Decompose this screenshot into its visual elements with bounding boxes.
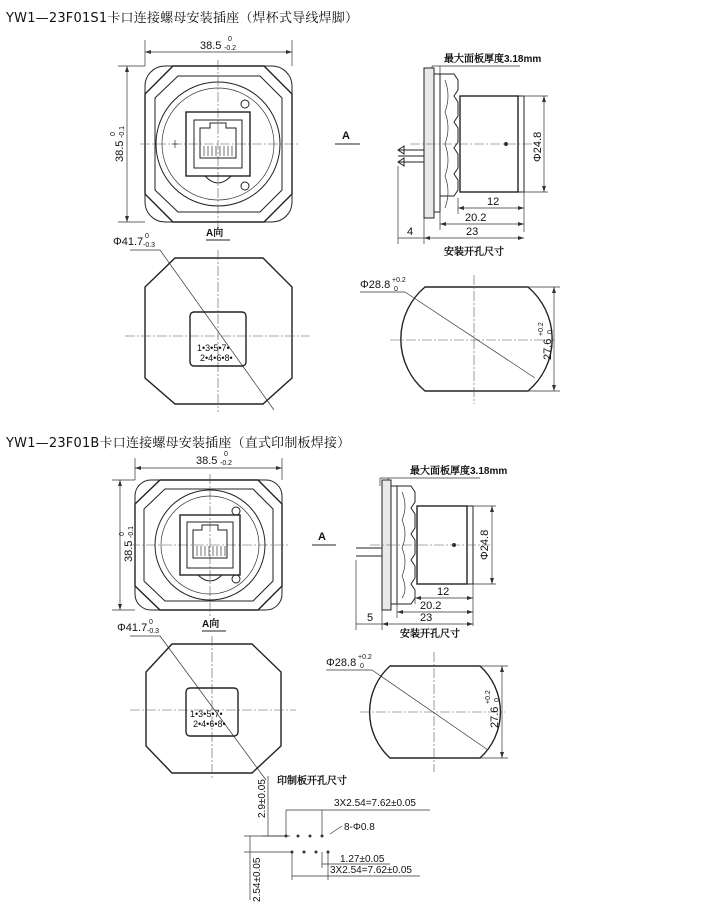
dim-23: 23 bbox=[466, 226, 479, 238]
hole-tol-upper: +0.2 bbox=[358, 654, 372, 661]
height-tol-lower: -0.1 bbox=[119, 125, 126, 138]
pcb-holes bbox=[285, 835, 330, 854]
width-dimension: 38.5 bbox=[196, 455, 218, 467]
dim-offset: 4 bbox=[407, 226, 414, 238]
height-tol-upper: 0 bbox=[110, 132, 117, 136]
panel-cutout-2 bbox=[326, 652, 508, 772]
view-arrow-label: A bbox=[318, 531, 326, 543]
cutout-title: 安装开孔尺寸 bbox=[444, 247, 504, 258]
flat-tol-lower: 0 bbox=[547, 330, 554, 334]
dim-20-2: 20.2 bbox=[465, 212, 487, 224]
front-view-2 bbox=[112, 451, 336, 616]
flange-tol-lower: -0.3 bbox=[147, 628, 160, 635]
flange-tol-lower: -0.3 bbox=[143, 242, 156, 249]
height-dimension: 38.5 bbox=[114, 140, 126, 162]
a-view-2 bbox=[117, 617, 296, 780]
pin-row-odd: 1•3•5•7• bbox=[197, 343, 230, 353]
body-diameter: Φ24.8 bbox=[532, 131, 544, 162]
side-view-2 bbox=[356, 464, 507, 640]
pin-row-odd: 1•3•5•7• bbox=[190, 709, 223, 719]
panel-cutout-1 bbox=[360, 275, 560, 404]
a-view-label: A向 bbox=[202, 619, 220, 630]
dim-stagger: 1.27±0.05 bbox=[340, 854, 385, 865]
contact-pins-2 bbox=[197, 546, 225, 556]
a-view-label: A向 bbox=[206, 228, 224, 239]
side-view-1 bbox=[398, 52, 548, 258]
cutout-title: 安装开孔尺寸 bbox=[400, 629, 460, 640]
body-diameter: Φ24.8 bbox=[479, 529, 491, 560]
flat-tol-lower: 0 bbox=[494, 698, 501, 702]
hole-diameter: Φ28.8 bbox=[326, 657, 357, 669]
hole-tol-lower: 0 bbox=[394, 286, 398, 293]
flange-diameter: Φ41.7 bbox=[117, 622, 148, 634]
panel-thickness-note: 最大面板厚度3.18mm bbox=[410, 466, 508, 477]
dim-12: 12 bbox=[487, 196, 500, 208]
a-view-1 bbox=[113, 226, 310, 412]
width-tol-upper: 0 bbox=[228, 36, 232, 43]
panel-thickness-note: 最大面板厚度3.18mm bbox=[444, 54, 542, 65]
height-tol-upper: 0 bbox=[119, 532, 126, 536]
pcb-hole-pattern bbox=[244, 774, 430, 902]
front-view-1 bbox=[110, 36, 360, 228]
dim-20-2: 20.2 bbox=[420, 600, 442, 612]
flange-diameter: Φ41.7 bbox=[113, 236, 144, 248]
flat-dimension: 27.6 bbox=[542, 338, 554, 360]
flange-tol-upper: 0 bbox=[149, 619, 153, 626]
width-tol-lower: -0.2 bbox=[220, 460, 233, 467]
dim-pitch-bottom: 3X2.54=7.62±0.05 bbox=[330, 865, 412, 876]
flange-tol-upper: 0 bbox=[145, 233, 149, 240]
height-tol-lower: -0.1 bbox=[128, 525, 135, 538]
pcb-pattern-title: 印制板开孔尺寸 bbox=[277, 776, 347, 787]
hole-tol-lower: 0 bbox=[360, 663, 364, 670]
flat-tol-upper: +0.2 bbox=[538, 322, 545, 336]
height-dimension: 38.5 bbox=[123, 540, 135, 562]
dim-row-spacing: 2.54±0.05 bbox=[252, 857, 263, 902]
pin-row-even: 2•4•6•8• bbox=[193, 719, 226, 729]
width-tol-upper: 0 bbox=[224, 451, 228, 458]
flat-tol-upper: +0.2 bbox=[485, 690, 492, 704]
dim-12: 12 bbox=[437, 586, 450, 598]
pin-row-even: 2•4•6•8• bbox=[200, 353, 233, 363]
dim-offset: 5 bbox=[367, 612, 374, 624]
hole-tol-upper: +0.2 bbox=[392, 277, 406, 284]
view-arrow-label: A bbox=[342, 130, 350, 142]
dim-pitch-top: 3X2.54=7.62±0.05 bbox=[334, 798, 416, 809]
flat-dimension: 27.6 bbox=[489, 706, 501, 728]
section-2-title: YW1—23F01B卡口连接螺母安装插座（直式印制板焊接） bbox=[6, 436, 351, 451]
width-dimension: 38.5 bbox=[200, 40, 222, 52]
hole-diameter: Φ28.8 bbox=[360, 279, 391, 291]
dim-row-offset: 2.9±0.05 bbox=[257, 779, 268, 818]
section-1-title: YW1—23F01S1卡口连接螺母安装插座（焊杯式导线焊脚） bbox=[6, 11, 359, 26]
dim-23: 23 bbox=[420, 612, 433, 624]
width-tol-lower: -0.2 bbox=[224, 45, 237, 52]
hole-spec: 8-Φ0.8 bbox=[344, 822, 375, 833]
